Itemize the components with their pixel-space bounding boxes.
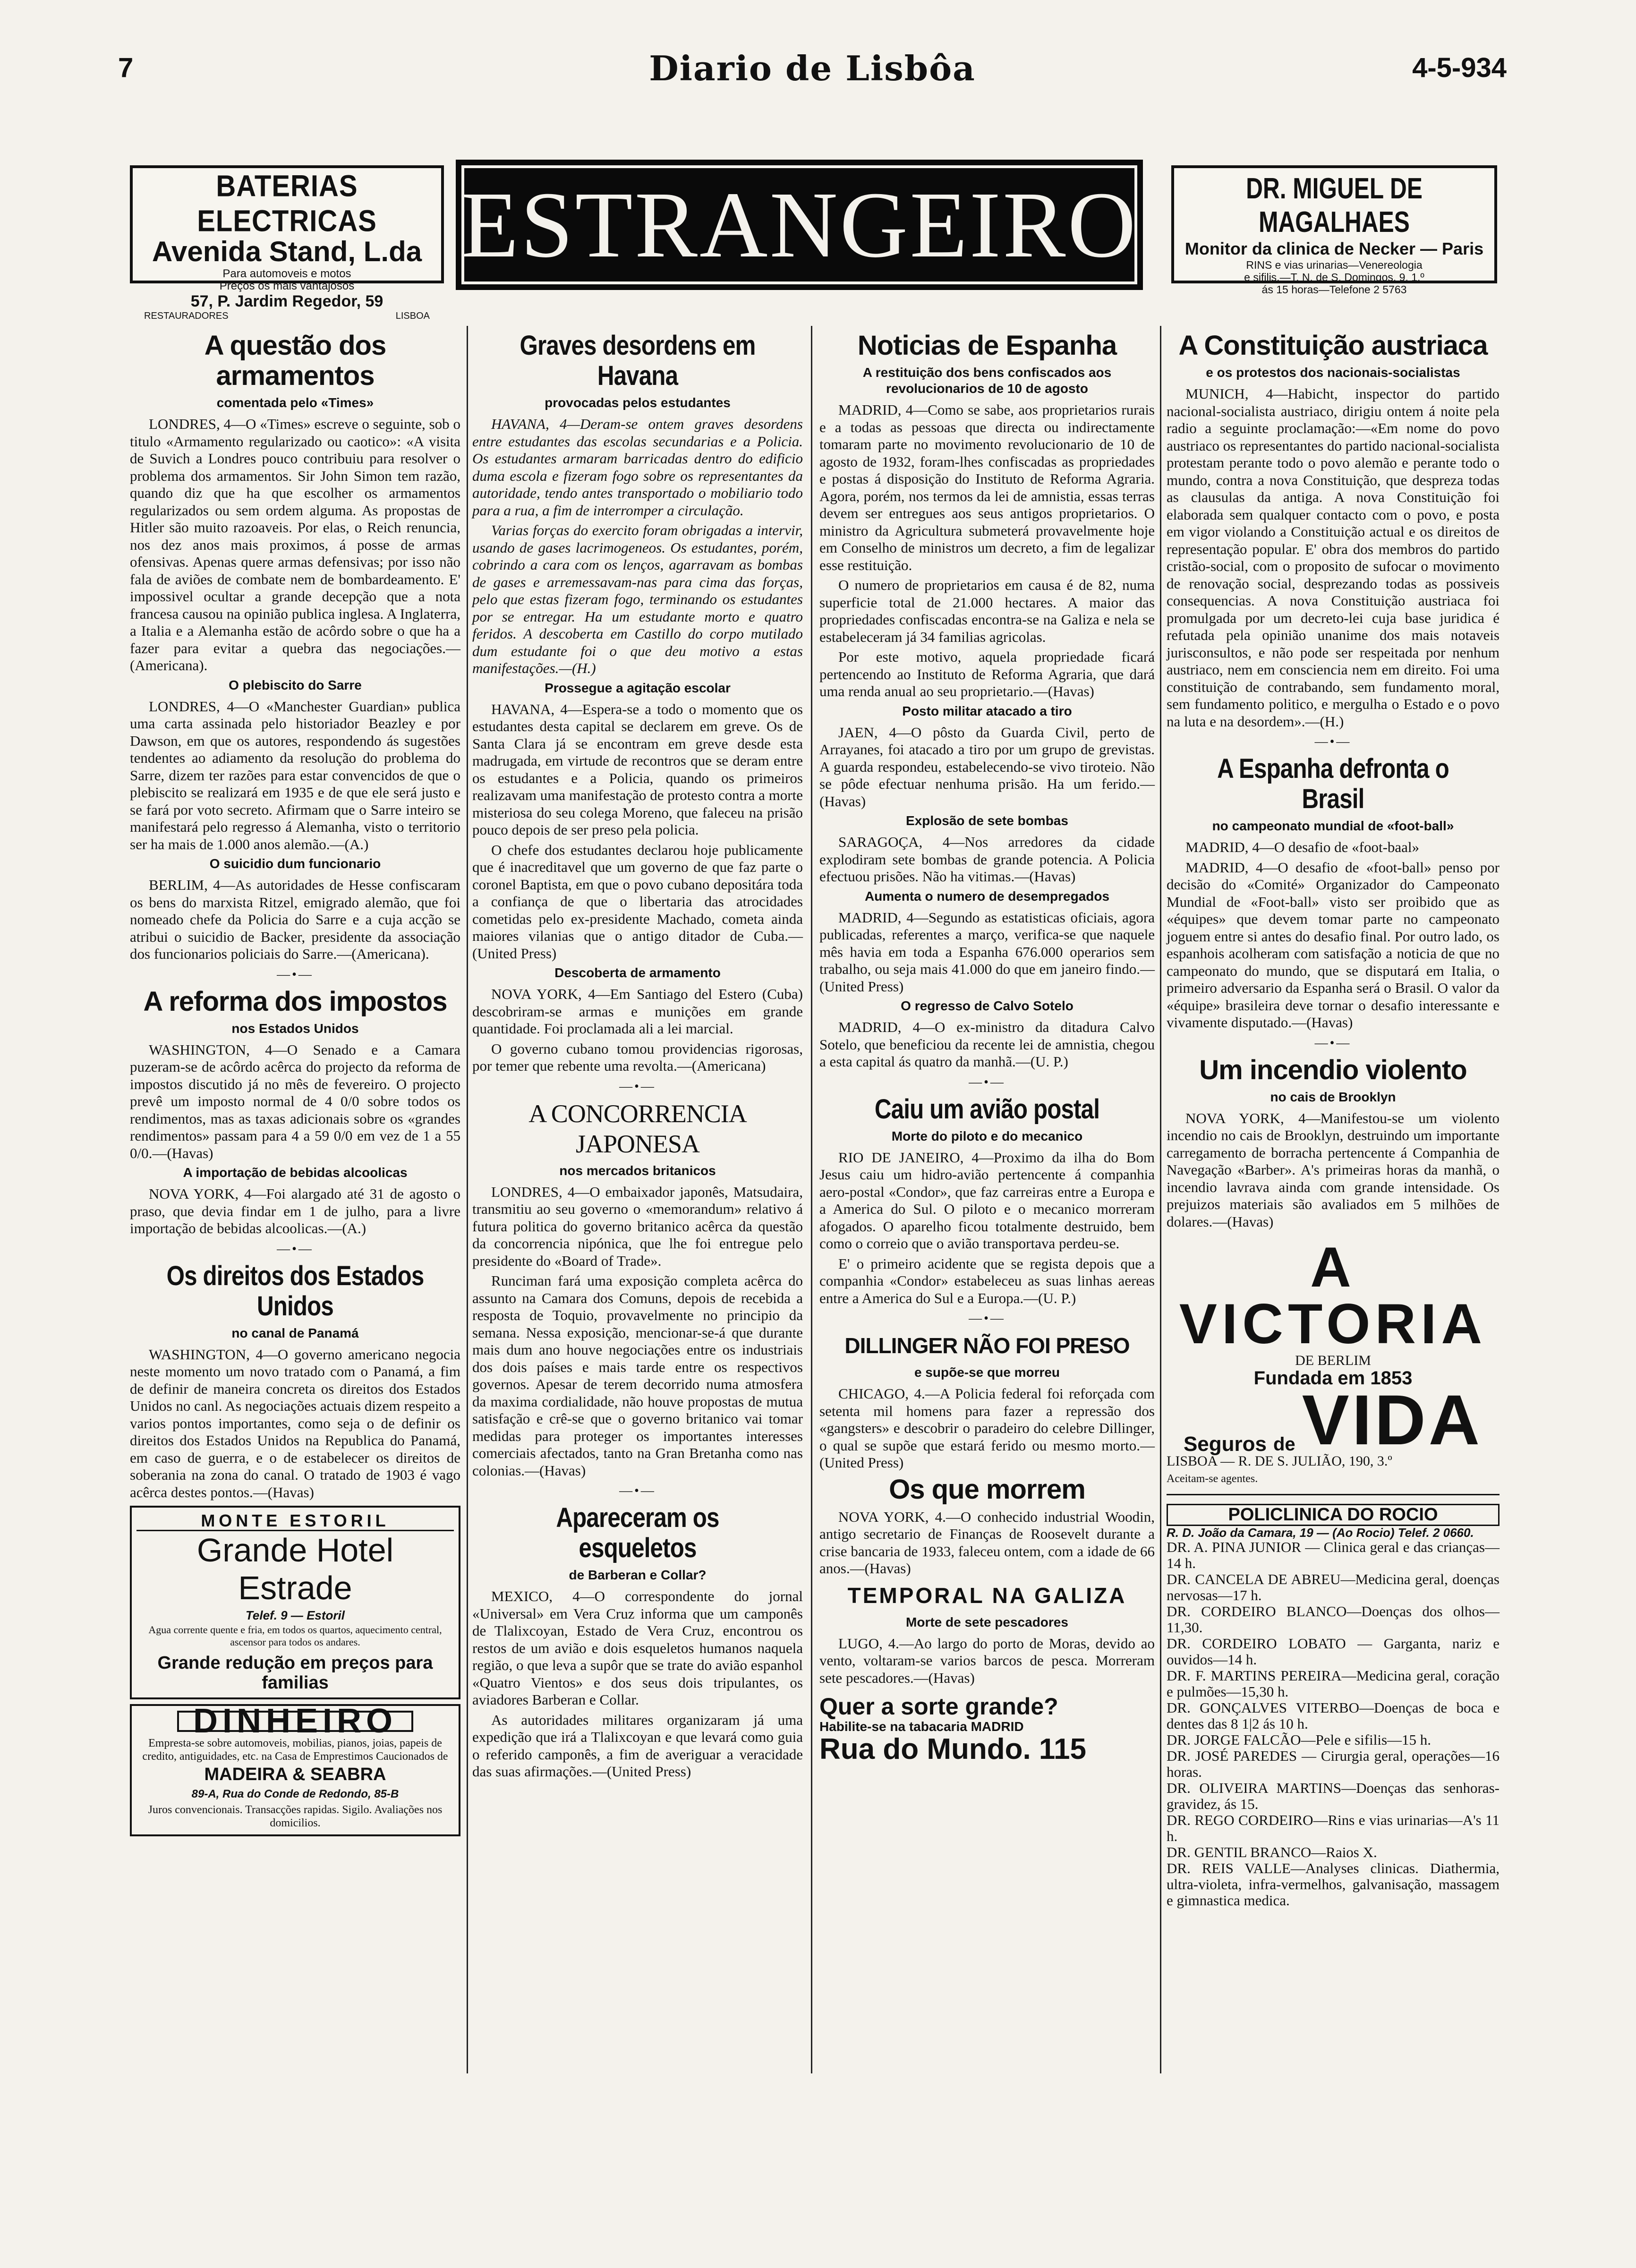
masthead bbox=[118, 48, 1507, 94]
ad-policlinica-doctor: DR. GENTIL BRANCO—Raios X. bbox=[1167, 1843, 1377, 1860]
ad-policlinica-doctor: DR. CORDEIRO LOBATO — Garganta, nariz e ouvidos—14 h. bbox=[1167, 1635, 1500, 1668]
ad-monte-line1: MONTE ESTORIL bbox=[136, 1512, 454, 1531]
headline-japonesa: A CONCORRENCIA JAPONESA bbox=[528, 1099, 747, 1158]
ad-baterias-footer-left: RESTAURADORES bbox=[144, 311, 229, 321]
ad-policlinica-doctor: DR. REGO CORDEIRO—Rins e vias urinarias—A's 11 h. bbox=[1167, 1811, 1500, 1844]
subhead-galiza: Morte de sete pescadores bbox=[906, 1614, 1068, 1629]
ad-sorte-line3: Rua do Mundo. 115 bbox=[819, 1733, 1086, 1765]
article-text: MEXICO, 4—O correspondente do jornal «Universal» em Vera Cruz informa que um camponês de Tlalixcoyan, Estado de Vera Cruz, encontrou os restos de um avião e dois esqueletos humanos naquela região, o que leva a supôr que se trate do avião espanhol «Quatro Vientos» e dos seus dois tripulantes, os aviadores Barberan e Collar. bbox=[472, 1588, 803, 1708]
ad-sorte-line1: Quer a sorte grande? bbox=[819, 1693, 1058, 1720]
ad-victoria-founded: Fundada em 1853 bbox=[1253, 1367, 1413, 1389]
separator: —•— bbox=[969, 1074, 1005, 1090]
ad-victoria-vida: VIDA bbox=[1302, 1380, 1483, 1459]
subhead-aviao: Morte do piloto e do mecanico bbox=[891, 1128, 1083, 1143]
ad-policlinica bbox=[1167, 1504, 1500, 1909]
article-text: MADRID, 4—O desafio de «foot-ball» penso por decisão do «Comité» Organizador do Campeonato Mundial de «Foot-ball» visto ser proibido que as «équipes» que devem tomar parte no campeonato joguem entre si antes do desafio final. Por outro lado, os espanhois acolheram com satisfação a noticia de que no campeonato do mundo, que se disputará em Italia, o primeiro adversario da Espanha será o Brasil. O valor da «équipe» brasileira deve tornar o desafio interessante e vivamente disputado.—(Havas) bbox=[1167, 859, 1500, 1031]
ad-baterias-line3: Para automoveis e motos bbox=[222, 267, 351, 280]
subhead-sarre: O plebiscito do Sarre bbox=[229, 677, 362, 692]
article-text: MADRID, 4—O ex-ministro da ditadura Calvo Sotelo, que beneficiou da recente lei de amnistia, chegou a esta capital ás quatro da manhã.—(U. P.) bbox=[819, 1019, 1155, 1070]
section-banner bbox=[456, 160, 1143, 290]
headline-incendio: Um incendio violento bbox=[1199, 1054, 1467, 1085]
ad-policlinica-doctor: DR. JOSÉ PAREDES — Cirurgia geral, operações—16 horas. bbox=[1167, 1747, 1500, 1780]
ad-policlinica-title: POLICLINICA DO ROCIO bbox=[1167, 1504, 1500, 1526]
article-text: MUNICH, 4—Habicht, inspector do partido nacional-socialista austriaco, dirigiu ontem á noite pela radio a seguinte proclamação:—«Em nome do povo austriaco os representantes do partido nacional-socialista protestam perante todo o povo alemão e perante todo o mundo, contra a nova Constituição, que despreza todas as clausulas da antiga. A nova Constituição foi elaborada sem qualquer contacto com o povo, e posta em vigor violando a Constituição actual e os direitos de representação popular. E' obra dos membros do partido cristão-social, com o proposito de sufocar o movimento de renovação social, desprezando todas as possiveis consequencias. A nova Constituição austriaca foi promulgada por um decreto-lei cuja base juridica é refutada pela opinião unanime dos mais notaveis jurisconsultos, e não pode ser respeitada por nenhum austriaco, nem em consciencia nem em direito. Foi uma constituição de contrabando, sem fundamento moral, sem fundamento politico, e mergulha o Estado e o povo na luta e na desordem».—(H.) bbox=[1167, 385, 1500, 730]
ad-policlinica-address: R. D. João da Camara, 19 — (Ao Rocio) Telef. 2 0660. bbox=[1167, 1525, 1474, 1540]
headline-estados-unidos: Os direitos dos Estados Unidos bbox=[166, 1260, 424, 1322]
ad-victoria-agents: Aceitam-se agentes. bbox=[1167, 1472, 1258, 1485]
ad-baterias-footer-right: LISBOA bbox=[395, 311, 430, 321]
ad-sorte-line2: Habilite-se na tabacaria MADRID bbox=[819, 1719, 1024, 1734]
article-text: As autoridades militares organizaram já uma expedição que irá a Tlalixcoyan e que levará como guia o referido camponês, a fim de averiguar a veracidade das suas afirmações.—(United Press) bbox=[472, 1711, 803, 1780]
headline-aviao: Caiu um avião postal bbox=[874, 1093, 1100, 1125]
subhead-esqueletos: de Barberan e Collar? bbox=[569, 1568, 707, 1582]
ad-doctor-line1: DR. MIGUEL DE MAGALHAES bbox=[1246, 172, 1423, 239]
divider bbox=[1167, 1494, 1500, 1495]
ad-doctor-line3: RINS e vias urinarias—Venereologia bbox=[1246, 259, 1423, 271]
subhead-brasil: no campeonato mundial de «foot-ball» bbox=[1212, 819, 1454, 833]
separator: —•— bbox=[277, 967, 314, 982]
article-text: JAEN, 4—O pôsto da Guarda Civil, perto de Arrayanes, foi atacado a tiro por um grupo de grevistas. A guarda respondeu, estabelecendo-se vivo tiroteio. Não se pôde efectuar nenhuma prisão. Ha um ferido.—(Havas) bbox=[819, 724, 1155, 810]
subhead-armamento: Descoberta de armamento bbox=[554, 965, 721, 980]
article-text: NOVA YORK, 4—Em Santiago del Estero (Cuba) descobriram-se armas e munições em grande quantidade. Foi proclamada ali a lei marcial. bbox=[472, 986, 803, 1037]
subhead-bombas: Explosão de sete bombas bbox=[906, 813, 1068, 828]
headline-armamentos: A questão dos armamentos bbox=[204, 330, 386, 391]
column-4 bbox=[1167, 331, 1500, 1909]
article-text: O governo cubano tomou providencias rigorosas, por temer que rebente uma revolta.—(Americana) bbox=[472, 1040, 803, 1074]
article-text: O numero de proprietarios em causa é de 82, numa superficie total de 21.000 hectares. A maior das propriedades confiscadas encontra-se na Galiza e nela se estabeleceram já 34 familias agricolas. bbox=[819, 577, 1155, 645]
ad-baterias-line2: Avenida Stand, L.da bbox=[152, 236, 422, 267]
subhead-calvo-sotelo: O regresso de Calvo Sotelo bbox=[901, 998, 1074, 1013]
article-text: HAVANA, 4—Deram-se ontem graves desordens entre estudantes das escolas secundarias e a Policia. Os estudantes armaram barricadas dentro do edificio duma escola e fizeram fogo sobre os representantes da autoridade, tendo antes transportado o mobiliario todo para a rua, a fim de interromper a circulação. bbox=[472, 416, 803, 519]
article-text: Por este motivo, aquela propriedade ficará pertencendo ao Instituto de Reforma Agraria, que dará uma renda anual ao seu proprietario.—(Havas) bbox=[819, 648, 1155, 699]
article-text: WASHINGTON, 4—O governo americano negocia neste momento um novo tratado com o Panamá, a fim de definir de maneira concreta os direitos dos Estados Unidos no canl. As negociações actuais dizem respeito a varios pontos importantes, como seja o de definir os direitos dos Estados Unidos na Republica do Panamá, em caso de guerra, e o de estabelecer os direitos de soberania na zona do canal. O tratado de 1903 é vago acêrca destes pontos.—(Havas) bbox=[130, 1346, 460, 1501]
subhead-impostos: nos Estados Unidos bbox=[231, 1021, 359, 1036]
headline-dillinger: DILLINGER NÃO FOI PRESO bbox=[844, 1333, 1130, 1358]
subhead-posto: Posto militar atacado a tiro bbox=[902, 703, 1072, 718]
separator: —•— bbox=[619, 1484, 656, 1498]
ad-doctor-line5: ás 15 horas—Telefone 2 5763 bbox=[1261, 283, 1407, 296]
subhead-dillinger: e supõe-se que morreu bbox=[914, 1365, 1060, 1380]
ad-victoria-de: de bbox=[1273, 1433, 1295, 1455]
ad-policlinica-doctor: DR. F. MARTINS PEREIRA—Medicina geral, coração e pulmões—15,30 h. bbox=[1167, 1667, 1500, 1700]
article-text: Runciman fará uma exposição completa acêrca do assunto na Camara dos Comuns, depois de recebida a resposta de Toquio, provavelmente no principio da semana. Nessa exposição, mencionar-se-á que durante mais dum ano houve negociações entre os industriais dos dois países e mais tarde entre os respectivos governos. Apesar de terem decorrido numa atmosfera da maxima cordialidade, não houve propostas de mutua satisfação e crê-se que o governo britanico vai tomar medidas para proteger os importantes interesses comerciais afectados, tanto na Gran Bretanha como nas colonias.—(Havas) bbox=[472, 1272, 803, 1479]
subhead-bebidas: A importação de bebidas alcoolicas bbox=[183, 1165, 408, 1180]
headline-constituicao: A Constituição austriaca bbox=[1178, 330, 1488, 361]
issue-date: 4-5-934 bbox=[1412, 52, 1507, 83]
ad-monte-estoril bbox=[130, 1506, 460, 1699]
article-text: LONDRES, 4—O embaixador japonês, Matsudaira, transmitiu ao seu governo o «memorandum» relativo á futura politica do governo britanico acêrca da questão da concorrencia nipónica, que lhe foi entregue pelo presidente do «Board of Trade». bbox=[472, 1183, 803, 1269]
article-text: WASHINGTON, 4—O Senado e a Camara puzeram-se de acôrdo acêrca do projecto da reforma de impostos discutido já no mês de fevereiro. O projecto prevê um imposto normal de 4 0/0 sobre todos os rendimentos, mas as taxas adicionais sobre os «grandes rendimentos» passam para 4 a 59 0/0 em vez de 1 a 55 0/0.—(Havas) bbox=[130, 1041, 460, 1161]
column-rule bbox=[811, 326, 812, 2073]
headline-havana: Graves desordens em Havana bbox=[520, 330, 756, 391]
section-banner-label: ESTRANGEIRO bbox=[461, 165, 1137, 284]
ad-monte-line5: Grande redução em preços para familias bbox=[157, 1653, 433, 1693]
column-2 bbox=[472, 331, 803, 1783]
ad-monte-line3: Telef. 9 — Estoril bbox=[246, 1608, 345, 1622]
subhead-armamentos: comentada pelo «Times» bbox=[216, 395, 374, 410]
subhead-incendio: no cais de Brooklyn bbox=[1270, 1089, 1396, 1104]
column-3 bbox=[819, 331, 1155, 1765]
ad-victoria-seguros: Seguros bbox=[1183, 1432, 1267, 1456]
subhead-desempregados: Aumenta o numero de desempregados bbox=[864, 888, 1110, 904]
headline-galiza: TEMPORAL NA GALIZA bbox=[847, 1583, 1127, 1608]
article-text: LONDRES, 4—O «Manchester Guardian» publica uma carta assinada pelo historiador Beazley e por Dawson, em que os autores, respondendo ás sugestões tendentes ao adiamento da resolução do problema do Sarre, dizem ter razões para estar convencidos de que o plebiscito se realizará em 1935 e de que ele será justo e se fará por voto secreto. Afirmam que o Sarre inteiro se manifestará pelo regresso á Alemanha, visto o territorio ser ha mais de 1.000 anos alemão.—(A.) bbox=[130, 698, 460, 853]
article-text: SARAGOÇA, 4—Nos arredores da cidade explodiram sete bombas de grande potencia. A Policia efectuou prisões. Não ha vitimas.—(Havas) bbox=[819, 834, 1155, 885]
separator: —•— bbox=[277, 1241, 314, 1256]
headline-morrem: Os que morrem bbox=[889, 1474, 1085, 1505]
article-text: MADRID, 4—Como se sabe, aos proprietarios rurais e a todas as pessoas que directa ou indirectamente tomaram parte no movimento revolucionario de 10 de agosto de 1932, foram-lhes confiscadas as propriedades e postas á disposição do Instituto de Reforma Agraria. Agora, porém, nos termos da lei de amnistia, essas terras devem ser entregues aos seus antigos proprietarios. O ministro da Agricultura submeterá provavelmente hoje em Conselho de ministros um decreto, a fim de legalizar esse restituição. bbox=[819, 401, 1155, 573]
page-number: 7 bbox=[118, 52, 134, 83]
ad-dinheiro-company: MADEIRA & SEABRA bbox=[204, 1764, 386, 1784]
subhead-suicidio: O suicidio dum funcionario bbox=[209, 856, 381, 871]
ad-dinheiro-title: DINHEIRO bbox=[177, 1711, 413, 1732]
article-text: LONDRES, 4—O «Times» escreve o seguinte, sob o titulo «Armamento regularizado ou caotico»: «A visita de Suvich a Londres pouco contribuiu para resolver o problema dos armamentos. Sir John Simon tem razão, quando diz que ha que escolher os armamentos regularizados ou sem ordem alguma. As propostas de Hitler são muito razoaveis. Por elas, o Reich renuncia, nos dez anos mais proximos, á posse de armas ofensivas. Apenas quere armas defensivas; por isso não fala de aviões de combate nem de bombardeamento. E' impossivel ocultar a grande decepção que a nota francesa causou na opinião publica inglesa. A Inglaterra, a Italia e a Alemanha estão de acôrdo sobre o que ha a fazer para evitar a quebra das negociações.—(Americana). bbox=[130, 416, 460, 674]
column-rule bbox=[1160, 326, 1161, 2073]
headline-espanha: Noticias de Espanha bbox=[857, 330, 1117, 361]
article-text: MADRID, 4—Segundo as estatisticas oficiais, agora publicadas, referentes a março, verifica-se que naquele mês havia em toda a Espanha 676.000 operarios sem trabalho, ou seja mais 41.000 do que em janeiro findo.—(United Press) bbox=[819, 909, 1155, 995]
article-text: CHICAGO, 4.—A Policia federal foi reforçada com setenta mil homens para fazer a repressão dos «gangsters» e descobrir o paradeiro do celebre Dillinger, o qual se supõe que estará ferido ou mesmo morto.—(United Press) bbox=[819, 1385, 1155, 1471]
ad-policlinica-doctor: DR. CANCELA DE ABREU—Medicina geral, doenças nervosas—17 h. bbox=[1167, 1570, 1500, 1603]
article-text: NOVA YORK, 4—Foi alargado até 31 de agosto o praso, que devia findar em 1 de julho, para a livre importação de bebidas alcoolicas.—(A.) bbox=[130, 1185, 460, 1236]
ad-victoria-city: DE BERLIM bbox=[1295, 1353, 1371, 1368]
headline-esqueletos: Apareceram os esqueletos bbox=[556, 1502, 719, 1563]
ad-policlinica-doctor: DR. JORGE FALCÃO—Pele e sifilis—15 h. bbox=[1167, 1731, 1432, 1748]
ad-baterias-line5: 57, P. Jardim Regedor, 59 bbox=[190, 292, 383, 310]
subhead-havana: provocadas pelos estudantes bbox=[545, 395, 731, 410]
ad-doctor-line4: e sifilis.—T. N. de S. Domingos, 9, 1.º bbox=[1244, 271, 1424, 283]
ad-dinheiro-footer: Juros convencionais. Transacções rapidas. Sigilo. Avaliações nos domicilios. bbox=[148, 1803, 443, 1829]
ad-dinheiro-text: Empresta-se sobre automoveis, mobilias, pianos, joias, papeis de credito, antiguidades, etc. na Casa de Emprestimos Caucionados de bbox=[142, 1737, 448, 1763]
ad-doctor-line2: Monitor da clinica de Necker — Paris bbox=[1184, 239, 1484, 258]
article-text: NOVA YORK, 4—Manifestou-se um violento incendio no cais de Brooklyn, destruindo um importante carregamento de borracha pertencente á Companhia de Navegação «Barber». A's primeiras horas da manhã, o incendio lavrava ainda com grande intensidade. Os prejuizos materiais são avaliados em 5 milhões de dolares.—(Havas) bbox=[1167, 1109, 1500, 1230]
ad-monte-line4: Agua corrente quente e fria, em todos os quartos, aquecimento central, ascensor para todos os andares. bbox=[148, 1624, 442, 1648]
subhead-japonesa: nos mercados britanicos bbox=[559, 1163, 716, 1178]
article-text: E' o primeiro acidente que se regista depois que a companhia «Condor» estabeleceu as suas linhas aereas entre a America do Sul e a Europa.—(U. P.) bbox=[819, 1255, 1155, 1306]
ad-victoria bbox=[1167, 1236, 1500, 1487]
newspaper-title: Diario de Lisbôa bbox=[649, 48, 976, 88]
separator: —•— bbox=[1314, 1035, 1352, 1050]
ad-sorte-grande bbox=[819, 1693, 1155, 1765]
headline-impostos: A reforma dos impostos bbox=[143, 986, 447, 1017]
subhead-panama: no canal de Panamá bbox=[231, 1325, 359, 1340]
article-text: O chefe dos estudantes declarou hoje publicamente que é inacreditavel que um governo de que faz parte o coronel Baptista, em que o povo cubano depositára toda a confiança de que o libertaria das atrocidades cometidas pelo ex-presidente Machado, cometa ainda maiores vilanias que o antigo ditador de Cuba.—(United Press) bbox=[472, 841, 803, 962]
ad-policlinica-doctor: DR. CORDEIRO BLANCO—Doenças dos olhos—11,30. bbox=[1167, 1603, 1500, 1636]
ad-monte-line2: Grande Hotel Estrade bbox=[196, 1531, 394, 1606]
headline-brasil: A Espanha defronta o Brasil bbox=[1217, 753, 1449, 814]
subhead-espanha: A restituição dos bens confiscados aos revolucionarios de 10 de agosto bbox=[862, 365, 1112, 396]
ad-baterias-line1: BATERIAS ELECTRICAS bbox=[197, 169, 377, 238]
ad-baterias bbox=[130, 165, 444, 321]
ad-policlinica-doctor: DR. OLIVEIRA MARTINS—Doenças das senhoras-gravidez, ás 15. bbox=[1167, 1779, 1500, 1812]
column-1 bbox=[130, 331, 460, 1836]
ad-victoria-address: LISBOA — R. DE S. JULIÃO, 190, 3.º bbox=[1167, 1453, 1392, 1469]
subhead-constituicao: e os protestos dos nacionais-socialistas bbox=[1206, 365, 1460, 380]
article-text: LUGO, 4.—Ao largo do porto de Moras, devido ao vento, voltaram-se varios barcos de pesca. Morreram sete pescadores.—(Havas) bbox=[819, 1635, 1155, 1686]
ad-dinheiro bbox=[130, 1704, 460, 1836]
article-text: MADRID, 4—O desafio de «foot-baal» bbox=[1185, 839, 1420, 855]
ad-policlinica-doctor: DR. A. PINA JUNIOR — Clinica geral e das crianças—14 h. bbox=[1167, 1538, 1500, 1571]
separator: —•— bbox=[969, 1311, 1005, 1326]
ad-doctor bbox=[1171, 165, 1497, 296]
ad-baterias-line4: Preços os mais vantajosos bbox=[219, 280, 355, 292]
column-rule bbox=[467, 326, 468, 2073]
article-text: RIO DE JANEIRO, 4—Proximo da ilha do Bom Jesus caiu um hidro-avião pertencente á companhia aero-postal «Condor», que faz carreiras entre a Europa e a America do Sul. O piloto e o mecanico morreram afogados. O aparelho ficou totalmente destruido, bem como o correio que o avião transportava perdeu-se. bbox=[819, 1149, 1155, 1252]
separator: —•— bbox=[619, 1079, 656, 1094]
article-text: NOVA YORK, 4.—O conhecido industrial Woodin, antigo secretario de Finanças de Roosevelt durante a crise bancaria de 1933, faleceu ontem, com a idade de 66 anos.—(Havas) bbox=[819, 1508, 1155, 1577]
ad-policlinica-doctor: DR. GONÇALVES VITERBO—Doenças de boca e dentes das 8 1|2 ás 10 h. bbox=[1167, 1699, 1500, 1732]
article-text: BERLIM, 4—As autoridades de Hesse confiscaram os bens do marxista Ritzel, emigrado alemão, que foi nomeado chefe da Policia do Sarre e a cuja acção se atribui o suicidio de Backer, presidente da associação dos funcionarios policiais do Sarre.—(Americana). bbox=[130, 877, 460, 962]
subhead-agitacao: Prossegue a agitação escolar bbox=[545, 680, 731, 695]
ad-policlinica-doctor: DR. REIS VALLE—Analyses clinicas. Diathermia, ultra-violeta, infra-vermelhos, galvanisação, massagem e gimnastica medica. bbox=[1167, 1859, 1500, 1909]
ad-victoria-name: A VICTORIA bbox=[1179, 1236, 1487, 1356]
article-text: HAVANA, 4—Espera-se a todo o momento que os estudantes desta capital se declarem em greve. Os de Santa Clara já se encontram em greve desde esta madrugada, em virtude de recontros que se deram entre os estudantes e a Policia, quando os primeiros realizavam uma manifestação de protesto contra a morte misteriosa do seu colega Moreno, que faleceu na prisão pouco depois de ser preso pela policia. bbox=[472, 700, 803, 838]
separator: —•— bbox=[1314, 734, 1352, 749]
ad-dinheiro-address: 89-A, Rua do Conde de Redondo, 85-B bbox=[191, 1788, 399, 1800]
article-text: Varias forças do exercito foram obrigadas a intervir, usando de gases lacrimogeneos. Os estudantes, porém, cobrindo a cara com os lenços, agarravam as bombas de gases e arremessavam-nas para cima das forças, pelo que estas fizeram fogo, terminando os estudantes por se entregar. Ha um estudante morto e quatro feridos. A descoberta em Castillo do corpo mutilado dum estudante foi o que deu motivo a estas manifestações.—(H.) bbox=[472, 522, 803, 676]
